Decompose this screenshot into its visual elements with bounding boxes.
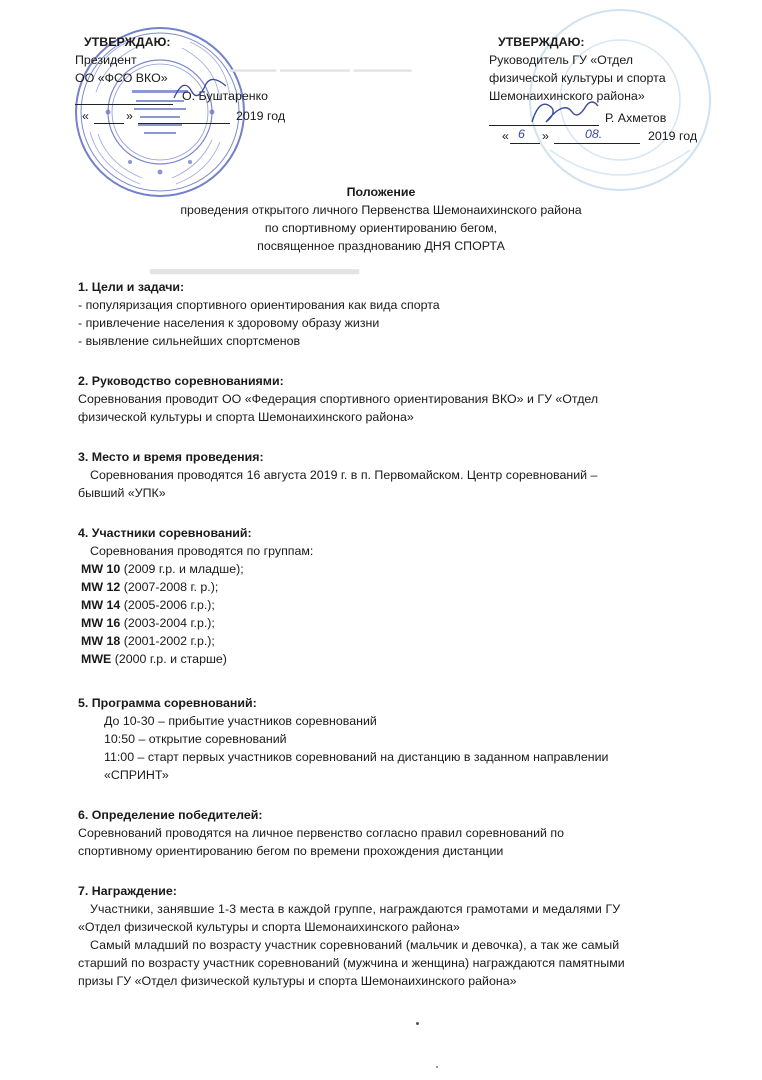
list-item: - выявление сильнейших спортсменов: [78, 334, 301, 348]
date-line-left-month: [138, 122, 230, 124]
approval-right-year: 2019 год: [648, 129, 698, 143]
approval-right-date-close: »: [542, 129, 549, 143]
schedule-line: «СПРИНТ»: [104, 768, 169, 782]
schedule-line: 11:00 – старт первых участников соревнований на дистанцию в заданном направлении: [104, 750, 609, 764]
schedule-line: 10:50 – открытие соревнований: [104, 732, 287, 746]
section-place-time: [78, 448, 718, 502]
approval-right-heading: УТВЕРЖДАЮ:: [498, 35, 585, 49]
approval-right-date-open: «: [502, 129, 509, 143]
group-item: [78, 560, 718, 578]
scan-speck: [436, 1066, 438, 1068]
group-item: [78, 650, 718, 668]
paragraph-line: «Отдел физической культуры и спорта Шемонаихинского района»: [78, 920, 460, 934]
section-winners: [78, 806, 718, 860]
group-range: (2000 г.р. и старше): [111, 652, 227, 666]
group-code: MW 14: [81, 598, 121, 612]
group-range: (2005-2006 г.р.);: [120, 598, 215, 612]
section-heading: 6. Определение победителей:: [78, 808, 263, 822]
scan-speck: [416, 1022, 419, 1025]
section-heading: 1. Цели и задачи:: [78, 280, 185, 294]
approval-left-org: ОО «ФСО ВКО»: [75, 71, 168, 85]
group-range: (2009 г.р. и младше);: [120, 562, 244, 576]
section-heading: 5. Программа соревнований:: [78, 696, 257, 710]
section-heading: 4. Участники соревнований:: [78, 526, 252, 540]
paragraph-line: Участники, занявшие 1-3 места в каждой группе, награждаются грамотами и медалями ГУ: [90, 902, 621, 916]
paragraph-line: призы ГУ «Отдел физической культуры и спорта Шемонаихинского района»: [78, 974, 517, 988]
signature-left: [170, 74, 230, 104]
group-item: [78, 596, 718, 614]
paragraph-line: Соревнований проводятся на личное первенство согласно правил соревнований по: [78, 826, 564, 840]
paragraph-line: Самый младший по возрасту участник соревнований (мальчик и девочка), а так же самый: [90, 938, 620, 952]
approval-right-position: Руководитель ГУ «Отдел: [489, 53, 634, 67]
paragraph-line: физической культуры и спорта Шемонаихинского района»: [78, 410, 414, 424]
group-range: (2007-2008 г. р.);: [120, 580, 219, 594]
section-awards: [78, 882, 718, 990]
approval-left-heading: УТВЕРЖДАЮ:: [84, 35, 171, 49]
list-item: - привлечение населения к здоровому образу жизни: [78, 316, 380, 330]
list-item: - популяризация спортивного ориентирования как вида спорта: [78, 298, 440, 312]
section-program: [78, 694, 718, 784]
group-code: MW 12: [81, 580, 121, 594]
section-participants: [78, 524, 718, 668]
approval-right-month: 08.: [585, 127, 603, 141]
paragraph-line: старший по возрасту участник соревнований (мужчина и женщина) награждаются памятными: [78, 956, 625, 970]
section-management: [78, 372, 718, 426]
approval-left-year: 2019 год: [236, 109, 286, 123]
date-line-left-day: [94, 122, 124, 124]
date-line-right-month: [554, 142, 640, 144]
approval-right-day: 6: [518, 127, 525, 141]
group-item: [78, 578, 718, 596]
section-heading: 7. Награждение:: [78, 884, 177, 898]
paragraph-line: Соревнования проводит ОО «Федерация спортивного ориентирования ВКО» и ГУ «Отдел: [78, 392, 599, 406]
schedule-line: До 10-30 – прибытие участников соревнований: [104, 714, 377, 728]
group-code: MW 18: [81, 634, 121, 648]
approval-left-position: Президент: [75, 53, 137, 67]
approval-right-org-1: физической культуры и спорта: [489, 71, 666, 85]
document-title: Положение: [346, 185, 416, 199]
group-range: (2003-2004 г.р.);: [120, 616, 215, 630]
group-code: MW 16: [81, 616, 121, 630]
section-heading: 3. Место и время проведения:: [78, 450, 264, 464]
paragraph-line: спортивному ориентированию бегом по времени прохождения дистанции: [78, 844, 504, 858]
paragraph-line: бывший «УПК»: [78, 486, 166, 500]
paragraph-line: Соревнования проводятся 16 августа 2019 г. в п. Первомайском. Центр соревнований –: [90, 468, 598, 482]
group-range: (2001-2002 г.р.);: [120, 634, 215, 648]
approval-right-name: Р. Ахметов: [605, 111, 667, 125]
signature-line-left: [75, 90, 173, 105]
approval-left-date-close: »: [126, 109, 133, 123]
document-subtitle-3: посвященное празднованию ДНЯ СПОРТА: [257, 239, 505, 253]
group-code: MWE: [81, 652, 112, 666]
approval-left-date-open: «: [82, 109, 89, 123]
section-goals: [78, 278, 718, 350]
bleed-through-text: ▂▂▂▂▂▂▂▂▂▂▂▂▂▂▂▂: [150, 255, 360, 274]
approval-left-name: О. Буштаренко: [182, 89, 269, 103]
group-code: MW 10: [81, 562, 121, 576]
signature-right: [528, 96, 608, 130]
document-subtitle-1: проведения открытого личного Первенства Шемонаихинского района: [180, 203, 582, 217]
date-line-right-day: [510, 142, 540, 144]
paragraph-line: Соревнования проводятся по группам:: [90, 544, 314, 558]
group-item: [78, 614, 718, 632]
bleed-through-text: ▁▁▁▁ ▁▁▁▁▁▁ ▁▁▁▁▁: [230, 55, 412, 72]
approval-right-org-2: Шемонаихинского района»: [489, 89, 645, 103]
document-subtitle-2: по спортивному ориентированию бегом,: [264, 221, 498, 235]
group-item: [78, 632, 718, 650]
section-heading: 2. Руководство соревнованиями:: [78, 374, 284, 388]
